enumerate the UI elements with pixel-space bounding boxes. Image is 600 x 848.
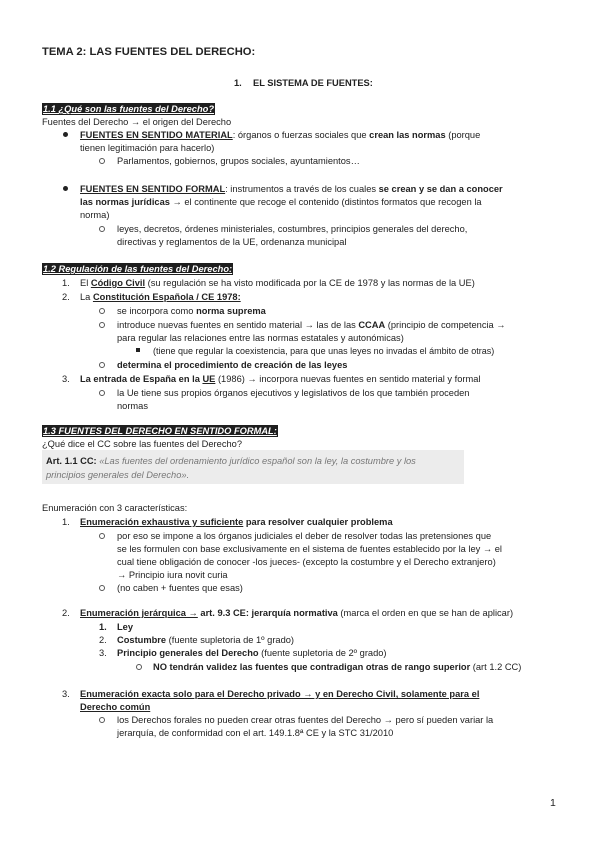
intro-text: Fuentes del Derecho → el origen del Derecho — [42, 117, 232, 127]
sub-item: determina el procedimiento de creación de las leyes — [117, 360, 348, 370]
sub-item: introduce nuevas fuentes en sentido material → las de las CCAA (principio de competencia → — [117, 320, 506, 330]
list-number: 1. — [99, 622, 107, 632]
bullet-ring — [99, 362, 105, 368]
bullet-dot — [63, 132, 68, 137]
enum-1-sub-l2: se les formulen con base exclusivamente en el sistema de fuentes establecido por la ley → el — [117, 544, 502, 554]
sub-sub-item: (tiene que regular la coexistencia, para que unas leyes no invadas el ámbito de otras) — [153, 346, 495, 356]
bullet-dot — [63, 186, 68, 191]
list-number: 2. — [62, 608, 70, 618]
list-number: 1. — [62, 278, 70, 288]
document-title: TEMA 2: LAS FUENTES DEL DERECHO: — [42, 46, 256, 58]
bullet-ring — [99, 717, 105, 723]
bullet-ring — [136, 664, 142, 670]
enum-3-l2: Derecho común — [80, 702, 151, 712]
bullet-ring — [99, 322, 105, 328]
formal-sub-1: leyes, decretos, órdenes ministeriales, costumbres, principios generales del derecho, — [117, 224, 468, 234]
enum-3-sub-l2: jerarquía, de conformidad con el art. 149.1.8ª CE y la STC 31/2010 — [117, 728, 394, 738]
bullet-square — [136, 348, 140, 352]
list-item-1: El Código Civil (su regulación se ha visto modificada por la CE de 1978 y las normas de la UE) — [80, 278, 475, 288]
list-number: 2. — [99, 635, 107, 645]
enum-3-sub-l1: los Derechos forales no pueden crear otras fuentes del Derecho → pero sí pueden variar la — [117, 715, 494, 725]
heading-1-3: 1.3 FUENTES DEL DERECHO EN SENTIDO FORMAL: — [43, 426, 277, 436]
enum-1-sub-l3: cual tiene obligación de conocer -los jueces- (excepto la costumbre y el Derecho extranjero) — [117, 557, 496, 567]
list-number: 3. — [62, 689, 70, 699]
enum-2-item-3: Principio generales del Derecho (fuente supletoria de 2º grado) — [117, 648, 387, 658]
section-number: 1. — [234, 78, 242, 88]
enum-2-item-1: Ley — [117, 622, 134, 632]
enum-2-item-2: Costumbre (fuente supletoria de 1º grado) — [117, 635, 295, 645]
list-item-2: La Constitución Española / CE 1978: — [80, 292, 241, 302]
list-number: 1. — [62, 517, 70, 527]
bullet-ring — [99, 585, 105, 591]
enum-2-sub: NO tendrán validez las fuentes que contradigan otras de rango superior (art 1.2 CC) — [153, 662, 522, 672]
bullet-ring — [99, 308, 105, 314]
sub-item-line-2: para regular las relaciones entre las normas estatales y autonómicas) — [117, 333, 404, 343]
list-number: 3. — [62, 374, 70, 384]
bullet-ring — [99, 390, 105, 396]
question-text: ¿Qué dice el CC sobre las fuentes del Derecho? — [42, 439, 242, 449]
sub-item: la Ue tiene sus propios órganos ejecutivos y legislativos de los que también proceden — [117, 388, 470, 398]
enum-1-sub-2: (no caben + fuentes que esas) — [117, 583, 243, 593]
quote-line-2: principios generales del Derecho». — [46, 470, 190, 480]
enum-intro: Enumeración con 3 características: — [42, 503, 188, 513]
formal-line-3: norma) — [80, 210, 110, 220]
material-sub: Parlamentos, gobiernos, grupos sociales, ayuntamientos… — [117, 156, 360, 166]
material-line: FUENTES EN SENTIDO MATERIAL: órganos o fuerzas sociales que crean las normas (porque — [80, 130, 481, 140]
enum-1: Enumeración exhaustiva y suficiente para resolver cualquier problema — [80, 517, 393, 527]
bullet-ring — [99, 533, 105, 539]
enum-2: Enumeración jerárquica → art. 9.3 CE: jerarquía normativa (marca el orden en que se han de aplicar) — [80, 608, 514, 618]
enum-1-sub-l1: por eso se impone a los órganos judiciales el deber de resolver todas las pretensiones que — [117, 531, 492, 541]
sub-item: se incorpora como norma suprema — [117, 306, 266, 316]
bullet-ring — [99, 226, 105, 232]
heading-1-1: 1.1 ¿Qué son las fuentes del Derecho? — [43, 104, 215, 114]
formal-line-2: las normas jurídicas → el continente que recoge el contenido (distintos formatos que recogen la — [80, 197, 482, 207]
list-number: 3. — [99, 648, 107, 658]
formal-line: FUENTES EN SENTIDO FORMAL: instrumentos a través de los cuales se crean y se dan a conocer — [80, 184, 503, 194]
enum-3-l1: Enumeración exacta solo para el Derecho privado → y en Derecho Civil, solamente para el — [80, 689, 480, 699]
quote-line-1: Art. 1.1 CC: «Las fuentes del ordenamiento jurídico español son la ley, la costumbre y los — [46, 456, 416, 466]
list-number: 2. — [62, 292, 70, 302]
heading-1-2: 1.2 Regulación de las fuentes del Derecho: — [43, 264, 233, 274]
page-number: 1 — [550, 797, 556, 809]
bullet-ring — [99, 158, 105, 164]
sub-item-line-2: normas — [117, 401, 149, 411]
list-item-3: La entrada de España en la UE (1986) → incorpora nuevas fuentes en sentido material y formal — [80, 374, 481, 384]
enum-1-sub-l4: → Principio iura novit curia — [117, 570, 228, 580]
material-line-2: tienen legitimación para hacerlo) — [80, 143, 215, 153]
formal-sub-2: directivas y reglamentos de la UE, ordenanza municipal — [117, 237, 347, 247]
section-title: EL SISTEMA DE FUENTES: — [253, 78, 373, 88]
